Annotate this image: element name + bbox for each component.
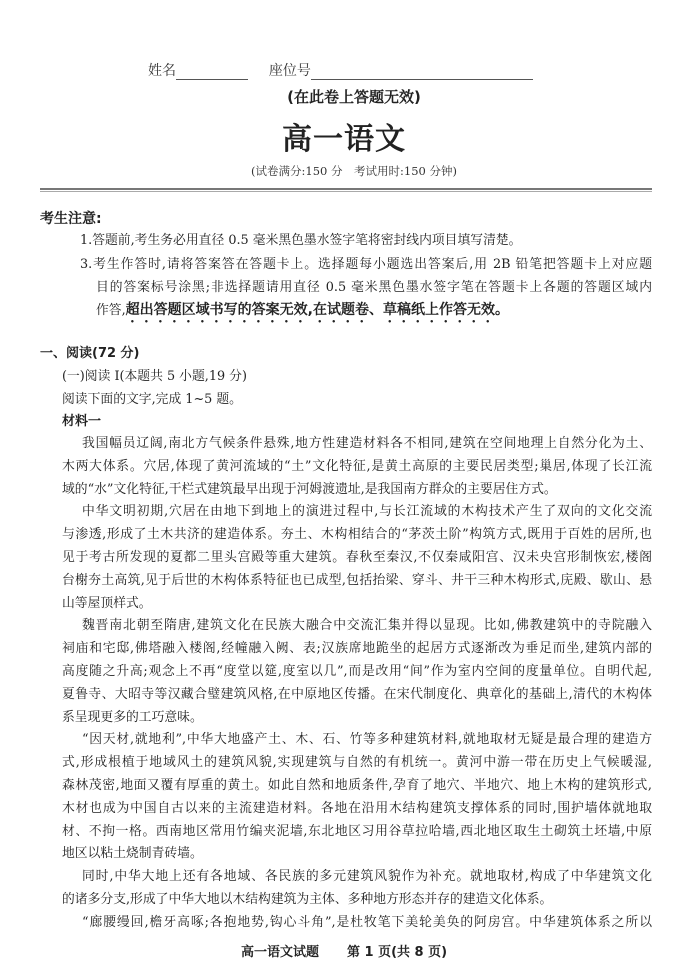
notice-heading: 考生注意:	[40, 211, 102, 227]
passage-line: 木两大体系。穴居,体现了黄河流域的“土”文化特征,是黄土高原的主要民居类型;巢居,体现了长江流	[62, 458, 652, 474]
passage-line: 见于考古所发现的夏都二里头宫殿等重大建筑。春秋至秦汉,不仅秦咸阳宫、汉未央宫形制恢宏,楼阁	[62, 550, 652, 565]
notice-item-3-line	[96, 301, 509, 327]
emphasized-warning: 超出答题区域书写的答案无效,在试题卷、草稿纸上作答无效。	[125, 302, 509, 318]
passage-line: 中华文明初期,穴居在由地下到地上的演进过程中,与长江流域的木构技术产生了双向的文化交流	[82, 504, 652, 520]
passage-line: 夏鲁寺、大昭寺等汉藏合璧建筑风格,在中原地区传播。在宋代制度化、典章化的基础上,清代的木构体	[62, 686, 652, 702]
passage-line: “因天材,就地利”,中华大地盛产土、木、石、竹等多种建筑材料,就地取材无疑是最合理的建造方	[82, 732, 652, 748]
passage-line: 魏晋南北朝至隋唐,建筑文化在民族大融合中交流汇集并得以显现。比如,佛教建筑中的寺院融入	[82, 618, 652, 634]
passage-line: 森林茂密,地面又覆有厚重的黄土。如此自然和地质条件,孕育了地穴、半地穴、地上木构的建筑形式,	[62, 778, 652, 793]
passage-line: 高度随之升高;观念上不再“度堂以筵,度室以几”,而是改用“间”作为室内空间的度量单位。自明代起,	[62, 664, 652, 679]
instruction: 阅读下面的文字,完成 1~5 题。	[62, 392, 242, 407]
notice-item-3-line: 3.考生作答时,请将答案答在答题卡上。选择题每小题选出答案后,用 2B 铅笔把答题卡上对应题	[80, 257, 652, 272]
notice-item-3-line: 目的答案标号涂黑;非选择题请用直径 0.5 毫米黑色墨水签字笔在答题卡上各题的答题区域内	[96, 280, 652, 295]
name-label: 姓名	[148, 63, 176, 79]
seat-blank	[311, 65, 533, 80]
passage-line: 域的“水”文化特征,干栏式建筑最早出现于河姆渡遗址,是我国南方群众的主要居住方式。	[62, 481, 557, 497]
passage-line: 台榭夯土高筑,见于后世的木构体系特征也已成型,包括抬梁、穿斗、井干三种木构形式,庑殿、歇山、悬	[62, 572, 652, 588]
passage-line: 地区以粘土烧制青砖墙。	[62, 846, 203, 862]
page-footer	[0, 941, 688, 960]
page-title: 高一语文	[282, 122, 406, 157]
exam-info: (试卷满分:150 分 考试用时:150 分钟)	[251, 164, 457, 178]
passage-line: “廊腰缦回,檐牙高啄;各抱地势,钩心斗角”,是杜牧笔下美轮美奂的阿房宫。中华建筑体系之所以	[82, 914, 652, 930]
passage-line: 山等屋顶样式。	[62, 595, 152, 611]
footer-subject: 高一语文试题	[240, 945, 319, 960]
name-blank	[176, 65, 248, 80]
student-info-line	[148, 60, 533, 80]
passage-line: 祠庙和宅邸,佛塔融入楼阁,经幢融入阙、表;汉族席地跪坐的起居方式逐渐改为垂足而坐,建筑内部的	[62, 641, 652, 657]
footer-page-number: 第 1 页(共 8 页)	[346, 945, 448, 960]
sub-section-heading: (一)阅读 I(本题共 5 小题,19 分)	[62, 369, 247, 384]
passage-line: 与渗透,形成了土木共济的建造体系。夯土、木构相结合的“茅茨土阶”构筑方式,既用于百姓的居所,也	[62, 527, 652, 543]
passage-line: 我国幅员辽阔,南北方气候条件悬殊,地方性建造材料各不相同,建筑在空间地理上自然分化为土、	[82, 436, 652, 451]
invalid-notice: (在此卷上答题无效)	[287, 88, 421, 106]
notice-prefix: 作答,	[96, 303, 126, 318]
passage-line: 式,形成根植于地域风土的建筑风貌,实现建筑与自然的有机统一。黄河中游一带在历史上气候暖湿,	[62, 755, 652, 771]
passage-line: 材、不拘一格。西南地区常用竹编夹泥墙,东北地区习用谷草拉哈墙,西北地区取生土砌筑土坯墙,中原	[62, 823, 652, 839]
passage-line: 系呈现更多的工巧意味。	[62, 709, 203, 725]
header-divider	[40, 188, 652, 192]
notice-item-1: 1.答题前,考生务必用直径 0.5 毫米黑色墨水签字笔将密封线内项目填写清楚。	[80, 233, 522, 248]
material-label: 材料一	[62, 414, 102, 429]
section-heading: 一、阅读(72 分)	[40, 346, 140, 361]
seat-label: 座位号	[268, 63, 311, 79]
passage-line: 木材也成为中国自古以来的主流建造材料。各地在沿用木结构建筑支撑体系的同时,围护墙体就地取	[62, 800, 652, 816]
passage-line: 同时,中华大地上还有各地域、各民族的多元建筑风貌作为补充。就地取材,构成了中华建筑文化	[82, 869, 652, 885]
passage-line: 的诸多分支,形成了中华大地以木结构建筑为主体、多种地方形态并存的建造文化体系。	[62, 892, 553, 907]
